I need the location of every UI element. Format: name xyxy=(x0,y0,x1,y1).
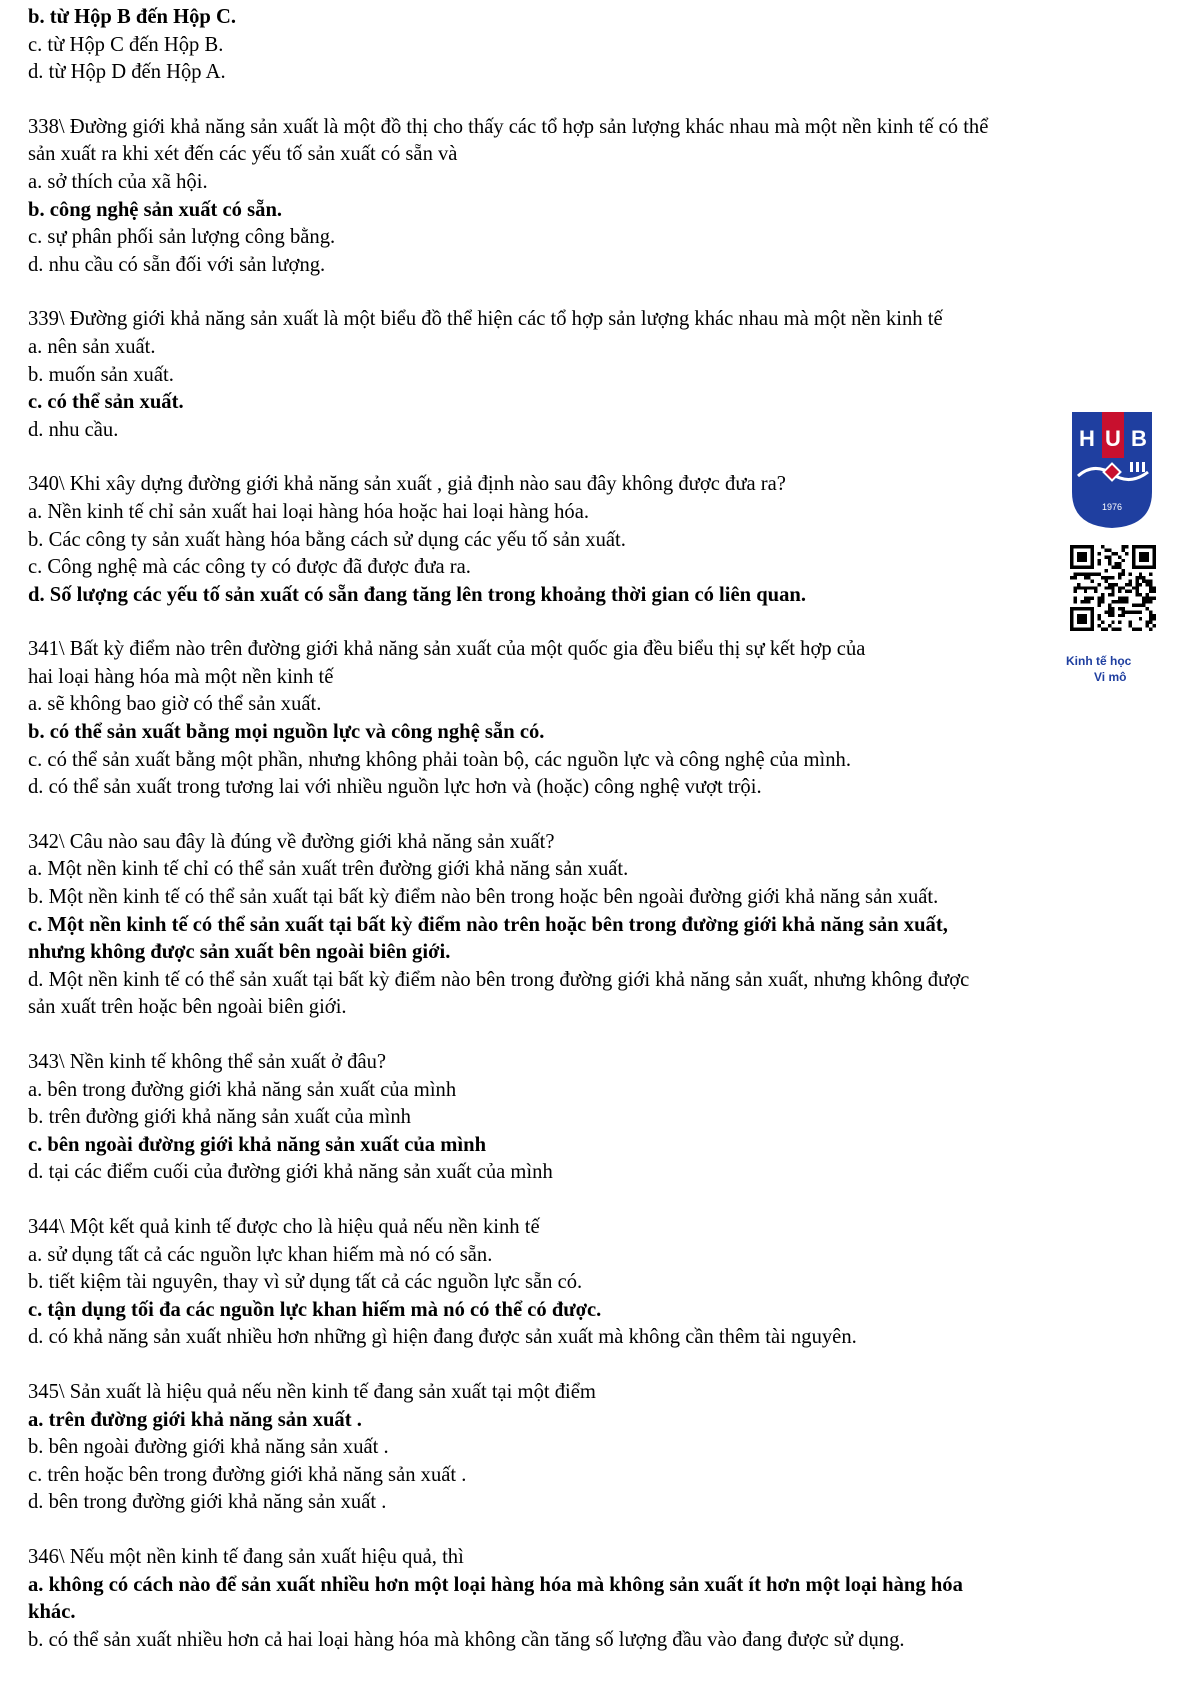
text-line: b. muốn sản xuất. xyxy=(28,363,174,386)
question-block xyxy=(28,114,1168,280)
paragraph-gap xyxy=(28,444,1168,471)
paragraph-gap xyxy=(28,87,1168,114)
paragraph-gap xyxy=(28,1352,1168,1379)
text-line: d. Số lượng các yếu tố sản xuất có sẵn đang tăng lên trong khoảng thời gian có liên quan. xyxy=(28,583,807,606)
question-block xyxy=(28,471,1168,609)
text-line: b. trên đường giới khả năng sản xuất của mình xyxy=(28,1106,411,1129)
caption-line-1: Kinh tế học xyxy=(1066,654,1132,668)
text-line: d. tại các điểm cuối của đường giới khả năng sản xuất của mình xyxy=(28,1161,553,1184)
text-line: b. có thể sản xuất nhiều hơn cả hai loại hàng hóa mà không cần tăng số lượng đầu vào đang được sử dụng. xyxy=(28,1628,905,1651)
question-text: 338\ Đường giới khả năng sản xuất là một đồ thị cho thấy các tổ hợp sản lượng khác nhau mà một nền kinh tế có thể xyxy=(28,115,989,138)
paragraph-gap xyxy=(28,609,1168,636)
text-line: a. Nền kinh tế chỉ sản xuất hai loại hàng hóa hoặc hai loại hàng hóa. xyxy=(28,500,589,523)
text-line: c. sự phân phối sản lượng công bằng. xyxy=(28,226,336,249)
question-block xyxy=(28,829,1168,1022)
text-line: c. bên ngoài đường giới khả năng sản xuất của mình xyxy=(28,1133,487,1156)
question-text: 343\ Nền kinh tế không thể sản xuất ở đâu? xyxy=(28,1051,387,1073)
question-block xyxy=(28,636,1168,802)
side-caption xyxy=(1066,653,1180,685)
text-line: a. trên đường giới khả năng sản xuất . xyxy=(28,1408,362,1431)
logo-year: 1976 xyxy=(1101,502,1123,512)
paragraph-gap xyxy=(28,1022,1168,1049)
text-line: hai loại hàng hóa mà một nền kinh tế xyxy=(28,665,334,688)
document-body xyxy=(28,4,1168,1654)
question-block xyxy=(28,306,1168,444)
text-line: d. Một nền kinh tế có thể sản xuất tại bất kỳ điểm nào bên trong đường giới khả năng sản xuất, nhưng không được xyxy=(28,968,970,991)
question-block xyxy=(28,1214,1168,1352)
text-line: c. có thể sản xuất. xyxy=(28,391,184,414)
text-line: c. Một nền kinh tế có thể sản xuất tại bất kỳ điểm nào trên hoặc bên trong đường giới khả năng sản xuất, xyxy=(28,913,948,936)
logo-letter-h: H xyxy=(1079,426,1095,451)
text-line: a. Một nền kinh tế chỉ có thể sản xuất trên đường giới khả năng sản xuất. xyxy=(28,858,629,881)
paragraph-gap xyxy=(28,802,1168,829)
qr-code xyxy=(1070,545,1156,631)
text-line: khác. xyxy=(28,1601,76,1624)
text-line: a. sở thích của xã hội. xyxy=(28,170,208,193)
question-text: 346\ Nếu một nền kinh tế đang sản xuất hiệu quả, thì xyxy=(28,1545,464,1568)
text-line: a. không có cách nào để sản xuất nhiều hơn một loại hàng hóa mà không sản xuất ít hơn một loại hàng hóa xyxy=(28,1573,963,1596)
text-line: a. sẽ không bao giờ có thể sản xuất. xyxy=(28,693,322,716)
text-line: b. tiết kiệm tài nguyên, thay vì sử dụng tất cả các nguồn lực sẵn có. xyxy=(28,1271,583,1294)
text-line: a. bên trong đường giới khả năng sản xuất của mình xyxy=(28,1078,457,1101)
logo-letter-u: U xyxy=(1105,426,1121,451)
hub-logo xyxy=(1068,408,1156,530)
paragraph-gap xyxy=(28,279,1168,306)
text-line: d. từ Hộp D đến Hộp A. xyxy=(28,61,226,84)
text-line: a. nên sản xuất. xyxy=(28,335,156,358)
text-line: sản xuất trên hoặc bên ngoài biên giới. xyxy=(28,996,347,1019)
text-line: nhưng không được sản xuất bên ngoài biên giới. xyxy=(28,941,451,964)
text-line: sản xuất ra khi xét đến các yếu tố sản xuất có sẵn và xyxy=(28,143,458,166)
question-block xyxy=(28,4,1168,87)
question-text: 345\ Sản xuất là hiệu quả nếu nền kinh tế đang sản xuất tại một điểm xyxy=(28,1380,596,1403)
text-line: d. nhu cầu có sẵn đối với sản lượng. xyxy=(28,253,326,276)
text-line: d. bên trong đường giới khả năng sản xuất . xyxy=(28,1491,387,1514)
question-block xyxy=(28,1379,1168,1517)
text-line: c. tận dụng tối đa các nguồn lực khan hiếm mà nó có thể có được. xyxy=(28,1298,602,1321)
text-line: b. Các công ty sản xuất hàng hóa bằng cách sử dụng các yếu tố sản xuất. xyxy=(28,528,626,551)
question-text: 342\ Câu nào sau đây là đúng về đường giới khả năng sản xuất? xyxy=(28,830,555,853)
text-line: b. từ Hộp B đến Hộp C. xyxy=(28,6,237,28)
text-line: c. có thể sản xuất bằng một phần, nhưng không phải toàn bộ, các nguồn lực và công nghệ của mình. xyxy=(28,748,851,771)
question-text: 341\ Bất kỳ điểm nào trên đường giới khả năng sản xuất của một quốc gia đều biểu thị sự kết hợp của xyxy=(28,638,866,661)
question-text: 339\ Đường giới khả năng sản xuất là một biểu đồ thể hiện các tổ hợp sản lượng khác nhau mà một nền kinh tế xyxy=(28,308,943,331)
text-line: b. công nghệ sản xuất có sẵn. xyxy=(28,198,283,221)
text-line: d. có thể sản xuất trong tương lai với nhiều nguồn lực hơn và (hoặc) công nghệ vượt trội. xyxy=(28,776,762,799)
caption-line-2: Vi mô xyxy=(1094,670,1127,684)
question-block xyxy=(28,1544,1168,1654)
question-text: 344\ Một kết quả kinh tế được cho là hiệu quả nếu nền kinh tế xyxy=(28,1215,540,1238)
text-line: b. bên ngoài đường giới khả năng sản xuất . xyxy=(28,1436,389,1459)
text-line: c. từ Hộp C đến Hộp B. xyxy=(28,33,224,56)
text-line: a. sử dụng tất cả các nguồn lực khan hiếm mà nó có sẵn. xyxy=(28,1243,493,1266)
paragraph-gap xyxy=(28,1187,1168,1214)
question-text: 340\ Khi xây dựng đường giới khả năng sản xuất , giả định nào sau đây không được đưa ra? xyxy=(28,473,786,496)
paragraph-gap xyxy=(28,1517,1168,1544)
logo-letter-b: B xyxy=(1131,426,1147,451)
text-line: c. Công nghệ mà các công ty có được đã được đưa ra. xyxy=(28,556,471,579)
question-block xyxy=(28,1049,1168,1187)
text-line: d. có khả năng sản xuất nhiều hơn những gì hiện đang được sản xuất mà không cần thêm tài nguyên. xyxy=(28,1326,857,1349)
text-line: d. nhu cầu. xyxy=(28,418,119,441)
text-line: b. có thể sản xuất bằng mọi nguồn lực và công nghệ sẵn có. xyxy=(28,721,545,744)
text-line: b. Một nền kinh tế có thể sản xuất tại bất kỳ điểm nào bên trong hoặc bên ngoài đường giới khả năng sản xuất. xyxy=(28,886,939,909)
text-line: c. trên hoặc bên trong đường giới khả năng sản xuất . xyxy=(28,1463,467,1486)
